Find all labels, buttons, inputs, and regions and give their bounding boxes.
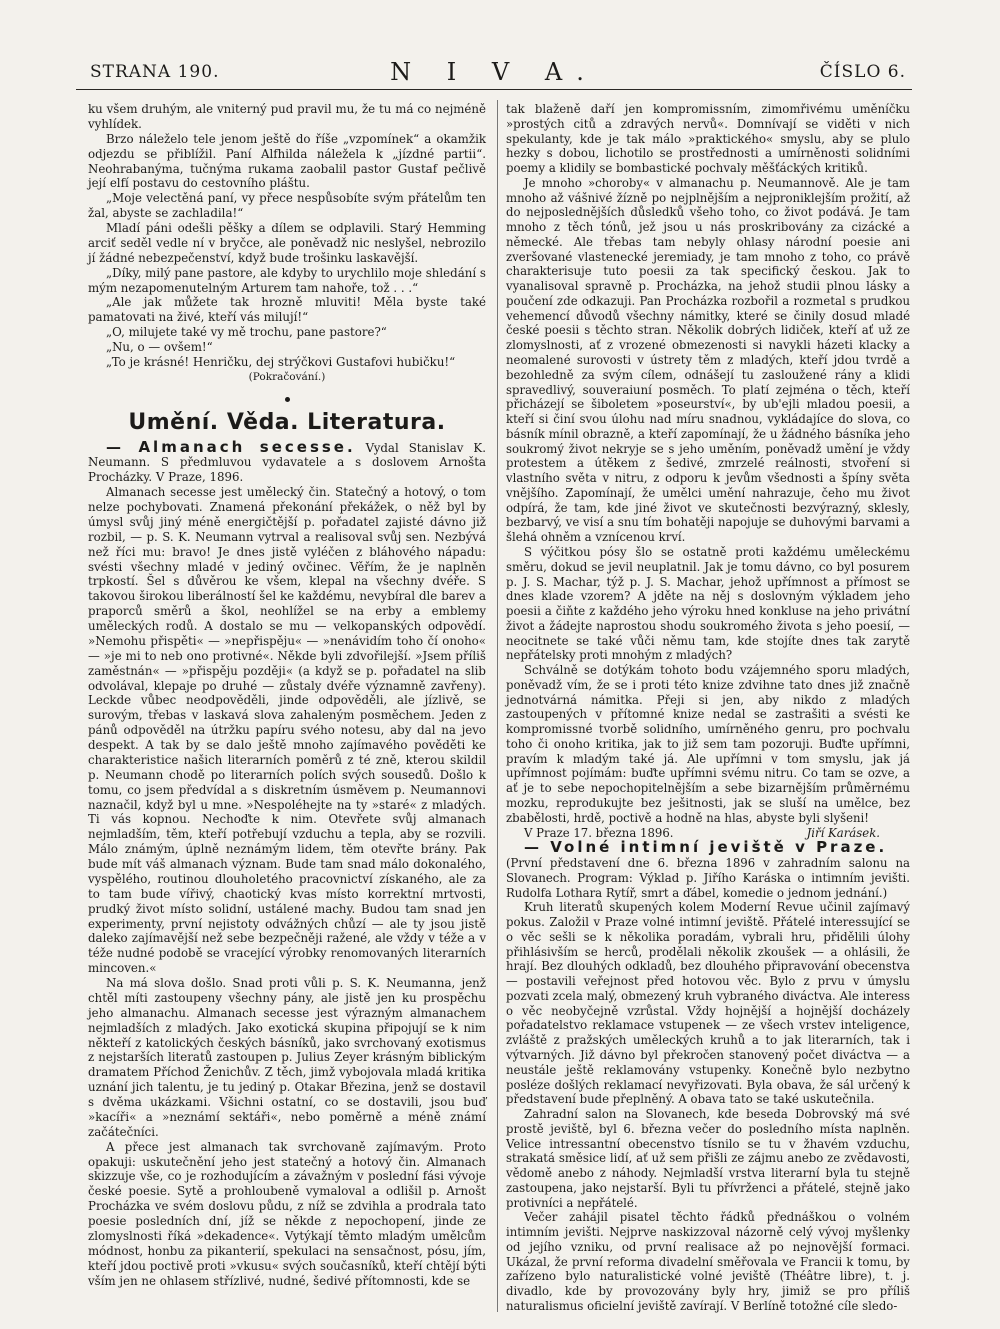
- story-paragraph: „Ale jak můžete tak hrozně mluviti! Měla byste také pamatovati na živé, kteří vás milují!“: [88, 295, 486, 325]
- journal-title: N I V A.: [390, 58, 598, 86]
- article-paragraph: Almanach secesse jest umělecký čin. Statečný a hotový, o tom nelze pochybovati. Znamená překonání překážek, o něž byl by úmysl svůj jiný méně energičtější p. pořadatel zajisté dávno již rozbil, — p. S. K. Neumann vytrval a realisoval svůj sen. Nezbývá než říci mu: bravo! Je dnes jistě vyléčen z bláhového nápadu: svésti všechny mladé v jediný ovčinec. Věřím, že je naplněn trpkostí. Šel s důvěrou ke všem, klepal na všechny dvéře. S takovou širokou liberálností šel ke každému, nevybíral dle barev a praporců směrů a škol, neohlížel se na erby a emblemy uměleckých rodů. A dostalo se mu — velkopanských odpovědí. »Nemohu přispěti« — »nepřispěju« — »nenávidím toho čí onoho« — »je mi to neb ono protivné«. Někde byli zdvořilejší. »Jsem příliš zaměstnán« — »přispěju později« (a když se p. pořadatel na slib odvolával, klepaje po druhé — zůstaly dvéře významně zavřeny). Leckde vůbec neodpověděli, jinde odpověděli, ale jízlivě, se surovým, třebas v laskavá slova zahaleným posměchem. Jeden z pánů odpověděl na útržku papíru svého notesu, aby dal na jevo despekt. A tak by se dalo ještě mnoho zajímavého pověděti ke charakteristice našich literarních poměrů z té zně, kterou skildil p. Neumann chodě po literarních polích svých sousedů. Došlo k tomu, co jsem předvídal a s diskretním úsměvem p. Neumannovi naznačil, když byl u mne. »Nespoléhejte na ty »staré« z mladých. Ti vás kopnou. Nechoďte k nim. Otevřete svůj almanach nejmladším, těm, kteří potřebují vzduchu a tepla, aby se rozvili. Málo známým, úplně neznámým lidem, těm otevřte brány. Pak bude mít váš almanach význam. Bude tam snad málo dokonalého, vyspělého, routinou dlouholetého pracovnictví získaného, ale za to tam bude vířivý, chaotický kvas místo korrektní mrtvosti, prudký život místo solidní, ustálené machy. Budou tam snad jen experimenty, první nejistoty odvážných chůzí — ale ty jsou jistě daleko zajímavější než sebe bezpečněji ražené, ale vždy v téže a v téže nudné podobě se vracející výrobky renomovaných literarních mincoven.«: [88, 485, 486, 976]
- section-title: Umění. Věda. Literatura.: [128, 409, 446, 435]
- article-paragraph: Večer zahájil pisatel těchto řádků přednáškou o volném intimním jevišti. Nejprve naskizzoval názorně celý vývoj myšlenky od jejího vzniku, od první realisace až po nejnovější formaci. Ukázal, že první reforma divadelní směřovala ve Francii k tomu, by zařízeno bylo naturalistické volné jeviště (Théâtre libre), t. j. divadlo, kde by provozovány byly hry, jimiž se pro příliš naturalismus oficielní jeviště zavírají. V Berlíně totožné cíle sledo-: [506, 1210, 910, 1314]
- story-paragraph: „To je krásné! Henričku, dej strýčkovi Gustafovi hubičku!“: [106, 354, 456, 369]
- story-paragraph: Brzo náleželo tele jenom ještě do říše „vzpomínek“ a okamžik odjezdu se přiblížil. Paní Alfhilda náležela k „jízdné partii“. Neohrabanýma, tučnýma rukama zaobalil pastor Gustaf pečlivě její elfí postavu do cestovního pláštu.: [88, 131, 486, 191]
- article-intro: Vydal Stanislav K. Neumann. S předmluvou vydavatele a s doslovem Arnošta Procházky. V Praze, 1896.: [88, 440, 486, 485]
- article-paragraph: Na má slova došlo. Snad proti vůli p. S. K. Neumanna, jenž chtěl míti zastoupeny všechny pány, ale jistě jen ku prospěchu jeho almanachu. Almanach secesse jest výrazným almanachem nejmladších z mladých. Jako exotická skupina připojují se k nim někteří z katolických českých básníků, jako svrchovaný exotismus z nejstarších literatů zastoupen p. Julius Zeyer krásným biblickým dramatem Příchod Ženichův. Z těch, jimž vybojovala mladá kritika uznání jich talentu, je tu jediný p. Otakar Březina, jenž se dostavil s dvěma ukázkami. Všichni ostatní, co se dostavili, jsou buď »kacíři« a »neznámí sektáři«, nebo poměrně a méně známí začátečníci.: [88, 976, 486, 1139]
- article-title: — Volné intimní jeviště v Praze.: [524, 838, 888, 857]
- issue-number: ČÍSLO 6.: [819, 62, 906, 82]
- article-signature: Jiří Karásek.: [806, 825, 880, 840]
- page-number: STRANA 190.: [90, 62, 220, 82]
- article-intro: (První představení dne 6. března 1896 v zahradním salonu na Slovanech. Program: Výklad p. Jiřího Karáska o intimním jevišti. Rudolfa Lothara Rytíř, smrt a ďábel, komedie o jednom jednání.): [506, 856, 910, 900]
- left-column: [88, 102, 486, 1288]
- article-paragraph: Je mnoho »choroby« v almanachu p. Neumannově. Ale je tam mnoho až vášnivé žízně po nejplnějším a nejproniklejším prožití, až do nejposlednějších důsledků všeho toho, co život podává. Je tam mnoho z těch tónů, jež jsou u nás proskribovány za cizácké a německé. Ale třebas tam nebyly ohlasy národní poesie ani zveršované vlastenecké jeremiady, je tam mnoho z toho, co právě charakterisuje tuto poesii za tak specifický českou. Jak to vyanalisoval spravně p. Procházka, na jehož studii plnou lásky a poučení zde odkazuji. Pan Procházka rozbořil a rozmetal s prudkou vehemencí důvodů všechny námitky, které se činily dosud mladé české poesii s těchto stran. Několik dobrých lidiček, kteří ať už ze zlomyslnosti, ať z vrozené obmezenosti si navykli házeti klacky a neomalené surovosti v ústrety těm z mladých, kteří jdou tvrdě a bezohledně za svým cílem, odnášejí tu zasloužené rány a klidi spravedlivý, souveraiuní posměch. To platí zejména o těch, kteří přicházejí se šiboletem »poseurství«, by ub'ejli mladou poesii, a kteří si činí svou úlohu nad míru snadnou, vykládajíce do slova, co básník mínil obrazně, a kteří zapomínají, že u žádného básníka jeho soukromý život nekryje se s jeho uměním, poněvadž umění je vždy protestem a útěkem z šedivé, zmrzelé reálnosti, stvoření si vlastního světa v nitru, z odporu k jevům všednosti a špíny světa vnějšího. Zapomínají, že umělci umění nahrazuje, čeho mu život odpírá, že tam, kde jiné život ve skutečnosti bezvýrazný, sklesly, bezbarvý, ve visí a snu tím bohatěji napojuje se duhovými barvami a šlehá ohněm a vznícenou krví.: [506, 175, 910, 545]
- article-paragraph: A přece jest almanach tak svrchovaně zajímavým. Proto opakuji: uskutečnění jeho jest statečný a hotový čin. Almanach skizzuje vše, co je rozhodujícím a závažným v poslední fási vývoje české poesie. Sytě a prohloubeně vymaloval a odlišil p. Arnošt Procházka ve svém doslovu půdu, z níž se zdvihla a prodrala tato poesie posledních dní, jíž se někde z nepochopení, jinde ze zlomyslnosti říká »dekadence«. Vytýkají těmto mladým umělcům módnost, honbu za pikanterií, spekulaci na sensačnost, pósu, jím, kteří jdou poctivě proti »vkusu« svých současníků, kteří chtějí býti vším jen ne ohlasem střízlivé, nudné, šedivé přítomnosti, kde se: [88, 1139, 486, 1288]
- article-paragraph: Schválně se dotýkám tohoto bodu vzájemného sporu mladých, poněvadž vím, že se i proti této knize zdvihne tato dnes již značně jednotvárná námitka. Přeji si jen, aby nikdo z mladých zastoupených v přítomné knize nedal se zastrašiti a svésti ke kompromissné tvorbě solidního, umírněného genru, pro pochvalu toho či onoho kritika, jak to již sem tam pozoruji. Buďte upřímni, pravím k mladým také já. Ale upřímni v tom smyslu, jak já upřímnost pojímám: buďte upřímni svému nitru. Co tam se ozve, a ať je to sebe nepochopitelnějším a sebe bizarnějším průměrnému mozku, reprodukujte bez ješitnosti, jak se sluší na umělce, bez zbabělosti, hrdě, poctivě a hodně na hlas, abyste byli slyšeni!: [506, 663, 910, 825]
- story-paragraph: „O, milujete také vy mě trochu, pane pastore?“: [106, 325, 387, 340]
- article-paragraph: tak blaženě daří jen kompromissním, zimomřivému uměníčku »prostých citů a zdravých nervů«. Domnívají se viděti v nich spekulanty, kde je tak málo »praktického« smyslu, aby se plulo hezky s dobou, lichotilo se prostřednosti a umírněnosti solidními poemy a klidily se bombastické pochvaly měšťáckých kritiků.: [506, 102, 910, 176]
- page-header: [76, 60, 912, 90]
- story-paragraph: „Moje velectěná paní, vy přece nespůsobíte svým přátelům ten žal, abyste se zachladila!“: [88, 191, 486, 221]
- article-title: — Almanach secesse.: [106, 437, 356, 456]
- article-date: V Praze 17. března 1896.: [524, 825, 674, 840]
- story-paragraph: ku všem druhým, ale vniterný pud pravil mu, že tu má co nejméně vyhlídek.: [88, 102, 486, 131]
- continued-note: (Pokračování.): [248, 370, 326, 383]
- header-rule: [76, 89, 912, 90]
- column-divider: [497, 100, 498, 1312]
- right-column: [506, 102, 910, 1314]
- story-paragraph: „Nu, o — ovšem!“: [106, 340, 213, 354]
- story-paragraph: „Díky, milý pane pastore, ale kdyby to urychlilo moje shledání s mým nezapomenutelným Arturem tam nahoře, tož . . .“: [88, 265, 486, 295]
- story-paragraph: Mladí páni odešli pěšky a dílem se odplavili. Starý Hemming arciť seděl vedle ní v bryčce, ale poněvadž nic neslyšel, nebrozilo jí žádné nebezpečenství, když bude trošinku laskavější.: [88, 221, 486, 265]
- separator-dot: [88, 391, 486, 406]
- article-paragraph: S výčitkou pósy šlo se ostatně proti každému uměleckému směru, dokud se jevil neuplatnil. Jak je tomu dávno, co byl posurem p. J. S. Machar, týž p. J. S. Machar, jehož upřímnost a přímost se dnes klade vzorem? A jděte na něj s doslovným výkladem jeho poesii a čiňte z každého jeho výroku hned konkluse na jeho privátní život a žádejte naprostou shodu soukromého života s jeho poesií, — neocitnete se také vůči němu tam, kde stojíte dnes tak zarytě nepřátelsky proti mnohým z mladých?: [506, 544, 910, 663]
- article-paragraph: Zahradní salon na Slovanech, kde beseda Dobrovský má své prostě jeviště, byl 6. března večer do posledního místa naplněn. Velice intressantní obecenstvo tísnilo se tu v žhavém vzduchu, strakatá směsice lidí, ať už sem přišli ze zájmu anebo ze zvědavosti, vědomě anebo z náhody. Nejmladší vrstva literarní byla tu stejně zastoupena, jako nejstarší. Byli tu přívrženci a přátelé, stejně jako protivníci a nepřátelé.: [506, 1107, 910, 1210]
- article-paragraph: Kruh literatů skupených kolem Moderní Revue učinil zajímavý pokus. Založil v Praze volné intimní jeviště. Přátelé interessující se o věc sešli se k několika poradám, vybrali hru, přidělili úlohy přihlásivším se herců, prodělali několik zkoušek — a ohlásili, že hrají. Bez dlouhých odkladů, bez dlouhého připravování obecenstva — postavili veřejnost před hotovou věc. Bylo z prvu v úmyslu pozvati zcela malý, obmezený kruh vybraného diváctva. Ale interess o věc neobyčejně vzrůstal. Vždy hojnější a hojnější docházely pořadatelstvo reklamace vstupenek — ze všech vrstev inteligence, zvláště z pražských uměleckých kruhů a to jak literarních, tak i výtvarných. Již dávno byl překročen stanovený počet diváctva — a neustále ještě reklamovány vstupenky. Konečně bylo nezbytno posléze došlých reklamací nevyřizovati. Byla obava, že sál určený k představení bude přeplněný. A obava tato se také uskutečnila.: [506, 900, 910, 1107]
